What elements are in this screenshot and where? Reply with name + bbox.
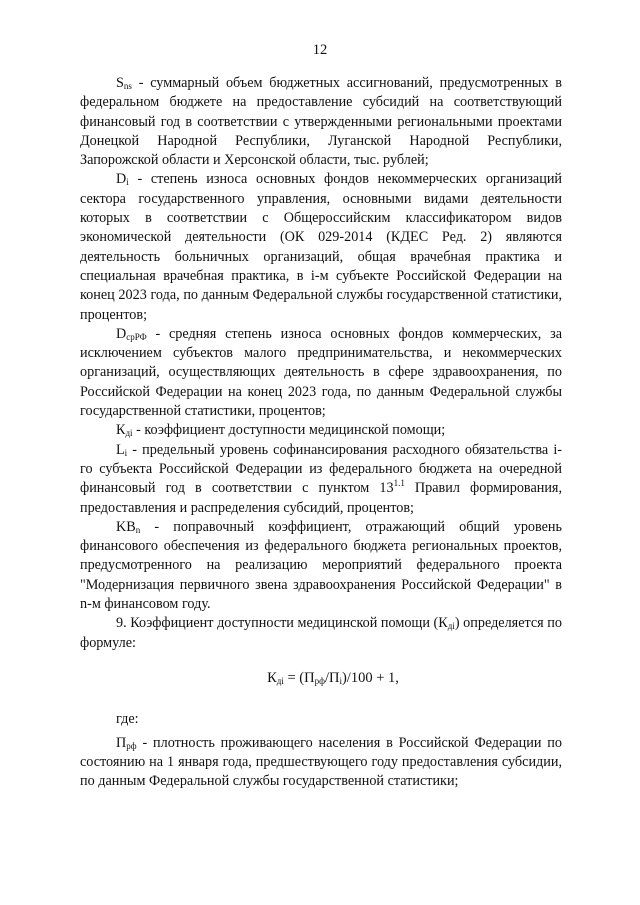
- symbol-subscript: n: [135, 524, 141, 535]
- definition-text-continued: Правил формирования, предоставления и распределения субсидий, процентов;: [80, 480, 562, 516]
- symbol: S: [116, 75, 124, 91]
- symbol-subscript: дi: [125, 428, 133, 439]
- formula: [80, 669, 562, 688]
- formula-rest: )/100 + 1,: [341, 669, 399, 686]
- definition-text: - плотность проживающего населения в Российской Федерации по состоянию на 1 января года, предшествующего году предоставления субсидии, по данным Федеральной службы государственной статистики;: [80, 734, 562, 790]
- symbol: П: [116, 734, 127, 751]
- symbol-subscript: ns: [123, 81, 132, 91]
- formula-lhs: К: [267, 669, 277, 686]
- definition-text: - степень износа основных фондов некоммерческих организаций сектора государственного управления, основными видами деятельности которых в соответствии с Общероссийским классификатором видов экономической деятельности (ОК 029-2014 (КДЕС Ред. 2) являются деятельность больничных организаций, общая врачебная практика и специальная врачебная практика, в i-м субъекте Российской Федерации на конец 2023 года, по данным Федеральной службы государственной статистики, процентов;: [80, 171, 562, 323]
- definition-prf: [80, 734, 562, 792]
- where-label: где:: [116, 711, 139, 728]
- definition-dsrrf: [80, 325, 562, 421]
- symbol: D: [116, 325, 127, 342]
- formula-lhs-subscript: дi: [276, 675, 284, 686]
- definition-text: - поправочный коэффициент, отражающий общий уровень финансового обеспечения из федерального бюджета региональных проектов, предусмотренного на реализацию мероприятий федерального проекта "Модернизация первичного звена здравоохранения Российской Федерации" в n-м финансовом году.: [80, 518, 562, 613]
- definition-text: - суммарный объем бюджетных ассигнований, предусмотренных в федеральном бюджете на предоставление субсидий на соответствующий финансовый год в соответствии с утвержденными региональными проектами Донецкой Народной Республики, Луганской Народной Республики, Запорожской области и Херсонской области, тыс. рублей;: [80, 75, 562, 169]
- clause-9: [80, 614, 562, 653]
- page-number: 12: [312, 42, 328, 58]
- definition-text: - коэффициент доступности медицинской помощи;: [132, 422, 446, 439]
- clause-text-end: ) определяется по формуле:: [80, 615, 562, 651]
- formula-p1-subscript: рф: [314, 675, 325, 686]
- symbol: D: [116, 171, 127, 188]
- clause-text: 9. Коэффициент доступности медицинской помощи (К: [116, 615, 448, 632]
- symbol: К: [116, 422, 126, 439]
- symbol: KB: [116, 518, 136, 535]
- formula-slash: /П: [324, 669, 340, 686]
- symbol-subscript: срРФ: [126, 331, 147, 342]
- symbol-subscript: i: [126, 177, 129, 188]
- formula-eq: = (П: [283, 669, 315, 686]
- definition-text: - предельный уровень софинансирования расходного обязательства i-го субъекта Российской Федерации из федерального бюджета на очередной финансовый год в соответствии с пунктом 13: [80, 441, 562, 497]
- definition-kbn: [80, 518, 562, 614]
- document-body: [80, 74, 562, 791]
- definition-li: [80, 441, 562, 518]
- definition-sns: [80, 74, 562, 170]
- symbol-subscript: рф: [126, 740, 137, 751]
- symbol-subscript: i: [124, 447, 128, 458]
- definition-di: [80, 170, 562, 324]
- clause-subscript: дi: [447, 621, 455, 632]
- symbol: L: [116, 441, 125, 458]
- definition-text: - средняя степень износа основных фондов коммерческих, за исключением субъектов малого предпринимательства, и некоммерческих организаций, осуществляющих деятельность в сфере здравоохранения, по Российской Федерации на конец 2023 года, по данным Федеральной службы государственной статистики, процентов;: [80, 325, 562, 420]
- point-superscript: 1.1: [393, 478, 405, 489]
- formula-p2-subscript: i: [339, 675, 342, 686]
- definition-kdi: [80, 421, 562, 440]
